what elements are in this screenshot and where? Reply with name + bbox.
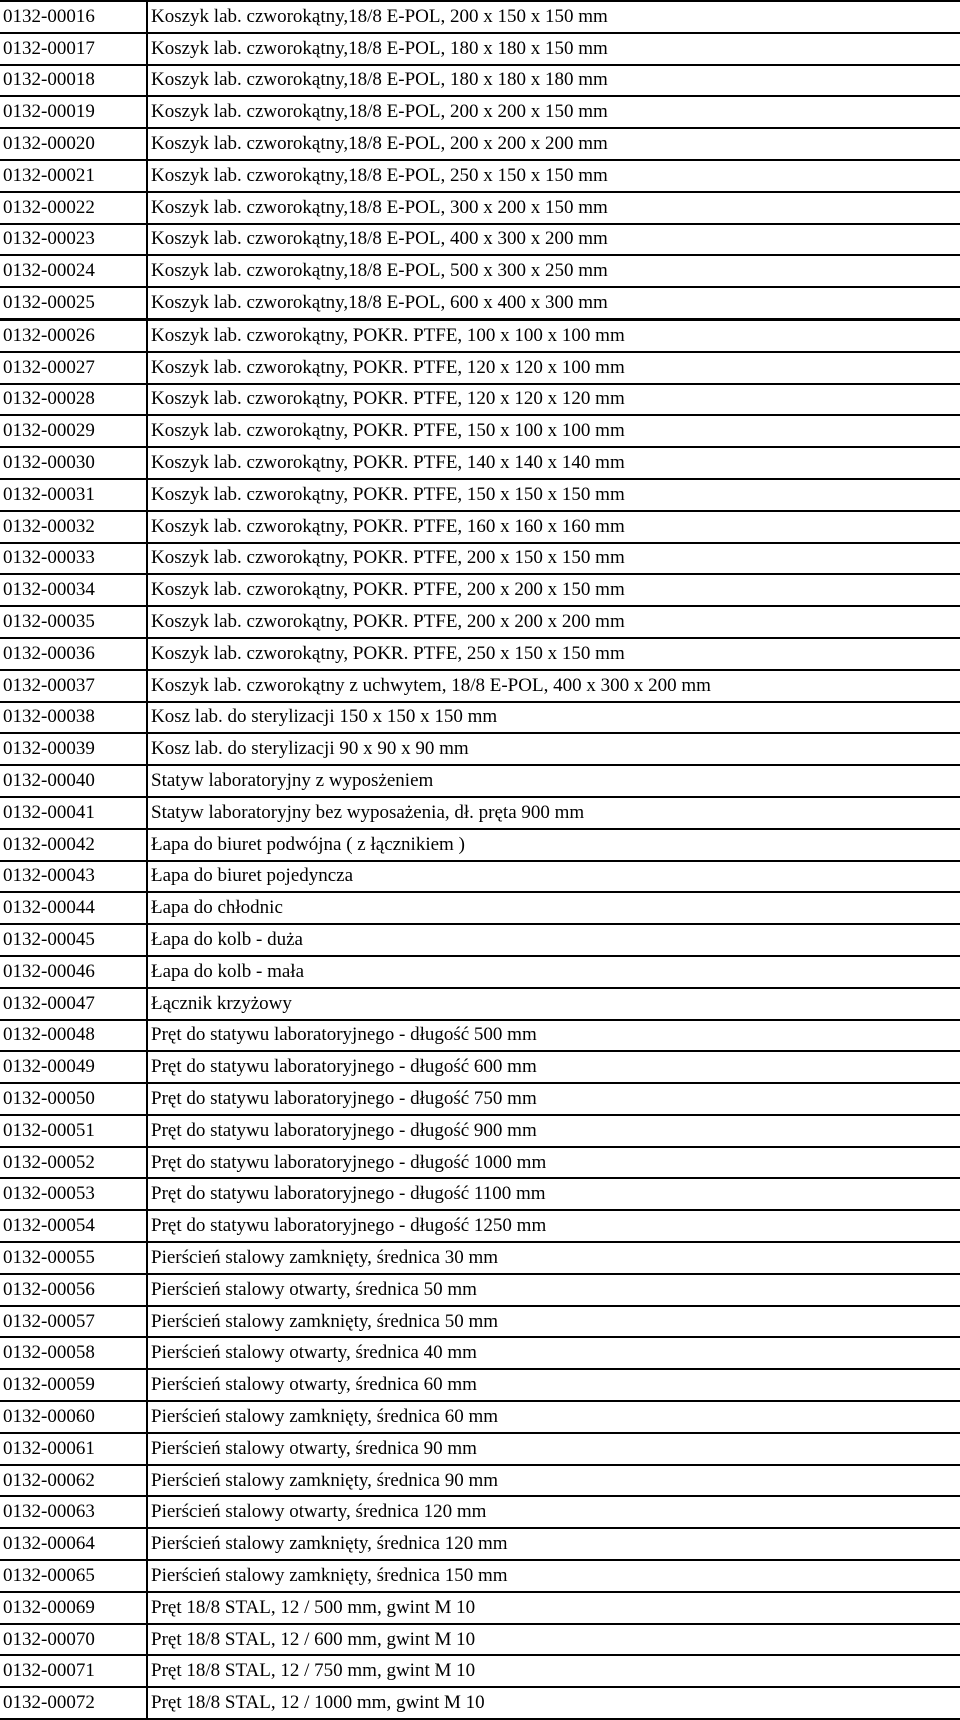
- product-description: Pierścień stalowy zamknięty, średnica 30 mm: [147, 1242, 960, 1274]
- product-code: 0132-00064: [0, 1528, 147, 1560]
- product-description: Koszyk lab. czworokątny, POKR. PTFE, 140 x 140 x 140 mm: [147, 447, 960, 479]
- product-code: 0132-00038: [0, 702, 147, 734]
- table-row: [0, 96, 960, 128]
- product-code: 0132-00016: [0, 1, 147, 33]
- product-description: Pręt 18/8 STAL, 12 / 750 mm, gwint M 10: [147, 1655, 960, 1687]
- product-code: 0132-00037: [0, 670, 147, 702]
- product-description: Statyw laboratoryjny z wyposżeniem: [147, 765, 960, 797]
- product-code: 0132-00046: [0, 956, 147, 988]
- table-row: [0, 765, 960, 797]
- product-code: 0132-00039: [0, 733, 147, 765]
- table-row: [0, 1687, 960, 1719]
- table-row: [0, 1560, 960, 1592]
- table-row: [0, 1465, 960, 1497]
- product-code: 0132-00059: [0, 1369, 147, 1401]
- product-description: Pierścień stalowy zamknięty, średnica 150 mm: [147, 1560, 960, 1592]
- product-description: Koszyk lab. czworokątny z uchwytem, 18/8 E-POL, 400 x 300 x 200 mm: [147, 670, 960, 702]
- product-description: Pręt do statywu laboratoryjnego - długość 1100 mm: [147, 1178, 960, 1210]
- product-description: Statyw laboratoryjny bez wyposażenia, dł. pręta 900 mm: [147, 797, 960, 829]
- product-description: Pierścień stalowy zamknięty, średnica 60 mm: [147, 1401, 960, 1433]
- product-code: 0132-00041: [0, 797, 147, 829]
- product-code: 0132-00049: [0, 1051, 147, 1083]
- table-row: [0, 479, 960, 511]
- product-code: 0132-00057: [0, 1306, 147, 1338]
- product-description: Koszyk lab. czworokątny, POKR. PTFE, 120 x 120 x 120 mm: [147, 384, 960, 416]
- table-row: [0, 1051, 960, 1083]
- product-description: Pręt do statywu laboratoryjnego - długość 750 mm: [147, 1083, 960, 1115]
- table-row: [0, 128, 960, 160]
- product-code: 0132-00040: [0, 765, 147, 797]
- product-description: Koszyk lab. czworokątny, POKR. PTFE, 120 x 120 x 100 mm: [147, 352, 960, 384]
- product-code: 0132-00025: [0, 287, 147, 319]
- product-code: 0132-00069: [0, 1592, 147, 1624]
- product-code: 0132-00062: [0, 1465, 147, 1497]
- table-row: [0, 511, 960, 543]
- product-description: Łapa do biuret pojedyncza: [147, 861, 960, 893]
- product-description: Łapa do biuret podwójna ( z łącznikiem ): [147, 829, 960, 861]
- product-code: 0132-00053: [0, 1178, 147, 1210]
- product-description: Łapa do kolb - mała: [147, 956, 960, 988]
- product-code: 0132-00033: [0, 543, 147, 575]
- product-description: Pierścień stalowy otwarty, średnica 90 mm: [147, 1433, 960, 1465]
- product-code: 0132-00045: [0, 924, 147, 956]
- product-description: Pręt do statywu laboratoryjnego - długość 600 mm: [147, 1051, 960, 1083]
- product-code: 0132-00061: [0, 1433, 147, 1465]
- product-code: 0132-00035: [0, 606, 147, 638]
- table-row: [0, 956, 960, 988]
- table-row: [0, 1369, 960, 1401]
- table-row: [0, 670, 960, 702]
- product-description: Koszyk lab. czworokątny,18/8 E-POL, 200 x 150 x 150 mm: [147, 1, 960, 33]
- product-description: Koszyk lab. czworokątny,18/8 E-POL, 200 x 200 x 200 mm: [147, 128, 960, 160]
- table-row: [0, 1274, 960, 1306]
- product-description: Pręt 18/8 STAL, 12 / 1000 mm, gwint M 10: [147, 1687, 960, 1719]
- table-row: [0, 192, 960, 224]
- table-row: [0, 160, 960, 192]
- product-description: Koszyk lab. czworokątny,18/8 E-POL, 400 x 300 x 200 mm: [147, 224, 960, 256]
- product-code: 0132-00065: [0, 1560, 147, 1592]
- product-code: 0132-00029: [0, 415, 147, 447]
- product-description: Koszyk lab. czworokątny,18/8 E-POL, 180 x 180 x 180 mm: [147, 65, 960, 97]
- product-code: 0132-00034: [0, 574, 147, 606]
- table-row: [0, 1083, 960, 1115]
- table-row: [0, 1401, 960, 1433]
- product-code: 0132-00031: [0, 479, 147, 511]
- product-code: 0132-00052: [0, 1147, 147, 1179]
- product-code: 0132-00060: [0, 1401, 147, 1433]
- table-row: [0, 1242, 960, 1274]
- product-code: 0132-00017: [0, 33, 147, 65]
- table-row: [0, 384, 960, 416]
- product-code: 0132-00027: [0, 352, 147, 384]
- table-row: [0, 1655, 960, 1687]
- table-row: [0, 1337, 960, 1369]
- product-description: Koszyk lab. czworokątny, POKR. PTFE, 250 x 150 x 150 mm: [147, 638, 960, 670]
- product-description: Koszyk lab. czworokątny,18/8 E-POL, 200 x 200 x 150 mm: [147, 96, 960, 128]
- table-row: [0, 1020, 960, 1052]
- product-code: 0132-00032: [0, 511, 147, 543]
- product-code: 0132-00055: [0, 1242, 147, 1274]
- product-description: Pręt 18/8 STAL, 12 / 600 mm, gwint M 10: [147, 1624, 960, 1656]
- product-code: 0132-00030: [0, 447, 147, 479]
- table-row: [0, 924, 960, 956]
- product-description: Łapa do kolb - duża: [147, 924, 960, 956]
- table-row: [0, 606, 960, 638]
- table-row: [0, 1, 960, 33]
- product-description: Koszyk lab. czworokątny, POKR. PTFE, 200 x 200 x 200 mm: [147, 606, 960, 638]
- product-description: Pierścień stalowy otwarty, średnica 40 mm: [147, 1337, 960, 1369]
- table-row: [0, 638, 960, 670]
- table-row: [0, 33, 960, 65]
- product-description: Pierścień stalowy otwarty, średnica 120 mm: [147, 1496, 960, 1528]
- table-row: [0, 892, 960, 924]
- product-description: Koszyk lab. czworokątny, POKR. PTFE, 100 x 100 x 100 mm: [147, 319, 960, 351]
- product-description: Kosz lab. do sterylizacji 150 x 150 x 150 mm: [147, 702, 960, 734]
- product-code: 0132-00072: [0, 1687, 147, 1719]
- product-code: 0132-00019: [0, 96, 147, 128]
- product-description: Pierścień stalowy otwarty, średnica 50 mm: [147, 1274, 960, 1306]
- table-row: [0, 1147, 960, 1179]
- table-row: [0, 829, 960, 861]
- table-row: [0, 543, 960, 575]
- product-code: 0132-00054: [0, 1210, 147, 1242]
- product-code: 0132-00044: [0, 892, 147, 924]
- table-row: [0, 65, 960, 97]
- product-code: 0132-00071: [0, 1655, 147, 1687]
- product-description: Koszyk lab. czworokątny, POKR. PTFE, 150 x 150 x 150 mm: [147, 479, 960, 511]
- product-code: 0132-00050: [0, 1083, 147, 1115]
- table-row: [0, 702, 960, 734]
- product-description: Pręt do statywu laboratoryjnego - długość 1250 mm: [147, 1210, 960, 1242]
- table-row: [0, 1624, 960, 1656]
- product-code: 0132-00063: [0, 1496, 147, 1528]
- table-row: [0, 733, 960, 765]
- product-description: Pręt do statywu laboratoryjnego - długość 1000 mm: [147, 1147, 960, 1179]
- table-row: [0, 352, 960, 384]
- product-code: 0132-00028: [0, 384, 147, 416]
- table-row: [0, 1496, 960, 1528]
- table-row: [0, 988, 960, 1020]
- table-row: [0, 1528, 960, 1560]
- product-code: 0132-00048: [0, 1020, 147, 1052]
- table-row: [0, 797, 960, 829]
- table-row: [0, 1178, 960, 1210]
- table-row: [0, 1210, 960, 1242]
- product-description: Pierścień stalowy zamknięty, średnica 120 mm: [147, 1528, 960, 1560]
- product-description: Koszyk lab. czworokątny, POKR. PTFE, 200 x 200 x 150 mm: [147, 574, 960, 606]
- product-code: 0132-00051: [0, 1115, 147, 1147]
- table-row: [0, 287, 960, 319]
- product-description: Pręt do statywu laboratoryjnego - długość 900 mm: [147, 1115, 960, 1147]
- product-description: Koszyk lab. czworokątny, POKR. PTFE, 200 x 150 x 150 mm: [147, 543, 960, 575]
- product-code: 0132-00020: [0, 128, 147, 160]
- product-code: 0132-00023: [0, 224, 147, 256]
- product-code: 0132-00042: [0, 829, 147, 861]
- product-description: Pierścień stalowy zamknięty, średnica 50 mm: [147, 1306, 960, 1338]
- table-row: [0, 415, 960, 447]
- catalog-body: [0, 1, 960, 1719]
- product-description: Łapa do chłodnic: [147, 892, 960, 924]
- product-description: Koszyk lab. czworokątny,18/8 E-POL, 180 x 180 x 150 mm: [147, 33, 960, 65]
- table-row: [0, 1592, 960, 1624]
- product-code: 0132-00026: [0, 319, 147, 351]
- product-description: Kosz lab. do sterylizacji 90 x 90 x 90 mm: [147, 733, 960, 765]
- product-code: 0132-00036: [0, 638, 147, 670]
- product-description: Koszyk lab. czworokątny,18/8 E-POL, 300 x 200 x 150 mm: [147, 192, 960, 224]
- product-description: Łącznik krzyżowy: [147, 988, 960, 1020]
- table-row: [0, 1115, 960, 1147]
- product-description: Pierścień stalowy zamknięty, średnica 90 mm: [147, 1465, 960, 1497]
- product-code: 0132-00018: [0, 65, 147, 97]
- product-code: 0132-00022: [0, 192, 147, 224]
- product-code: 0132-00047: [0, 988, 147, 1020]
- table-row: [0, 224, 960, 256]
- table-row: [0, 255, 960, 287]
- table-row: [0, 319, 960, 351]
- product-description: Koszyk lab. czworokątny,18/8 E-POL, 500 x 300 x 250 mm: [147, 255, 960, 287]
- product-description: Koszyk lab. czworokątny,18/8 E-POL, 600 x 400 x 300 mm: [147, 287, 960, 319]
- table-row: [0, 574, 960, 606]
- product-code: 0132-00070: [0, 1624, 147, 1656]
- product-description: Koszyk lab. czworokątny, POKR. PTFE, 160 x 160 x 160 mm: [147, 511, 960, 543]
- product-description: Koszyk lab. czworokątny,18/8 E-POL, 250 x 150 x 150 mm: [147, 160, 960, 192]
- product-description: Pręt do statywu laboratoryjnego - długość 500 mm: [147, 1020, 960, 1052]
- table-row: [0, 1433, 960, 1465]
- product-code: 0132-00021: [0, 160, 147, 192]
- product-code: 0132-00058: [0, 1337, 147, 1369]
- product-code: 0132-00024: [0, 255, 147, 287]
- product-code: 0132-00043: [0, 861, 147, 893]
- table-row: [0, 1306, 960, 1338]
- product-description: Pierścień stalowy otwarty, średnica 60 mm: [147, 1369, 960, 1401]
- product-description: Pręt 18/8 STAL, 12 / 500 mm, gwint M 10: [147, 1592, 960, 1624]
- table-row: [0, 861, 960, 893]
- product-code: 0132-00056: [0, 1274, 147, 1306]
- table-row: [0, 447, 960, 479]
- product-description: Koszyk lab. czworokątny, POKR. PTFE, 150 x 100 x 100 mm: [147, 415, 960, 447]
